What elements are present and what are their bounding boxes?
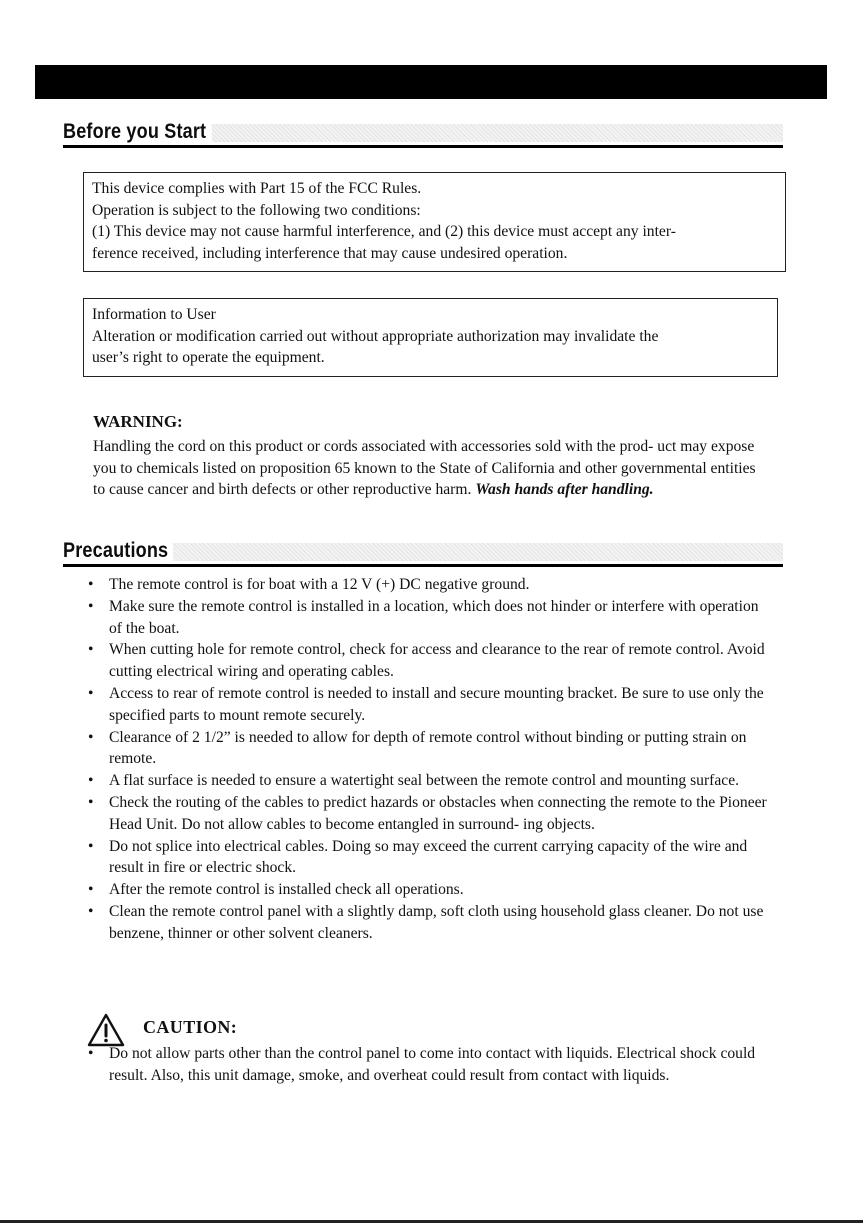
section-header-precautions — [63, 539, 783, 569]
info-line: user’s right to operate the equipment. — [92, 349, 325, 366]
fcc-line: ference received, including interference that may cause undesired operation. — [92, 244, 568, 262]
caution-list — [88, 1043, 768, 1087]
info-line: Information to User — [92, 306, 216, 323]
fcc-line: Operation is subject to the following two conditions: — [92, 201, 421, 219]
list-item: • Make sure the remote control is installed in a location, which does not hinder or interfere with operation of the boat. — [88, 596, 768, 640]
header-bar — [35, 65, 827, 99]
section-title: Precautions — [63, 539, 173, 563]
list-item: • Do not allow parts other than the control panel to come into contact with liquids. Electrical shock could result. Also, this unit damage, smoke, and overheat could result from contact with liquids. — [88, 1043, 768, 1087]
list-item: • Check the routing of the cables to predict hazards or obstacles when connecting the remote to the Pioneer Head Unit. Do not allow cables to become entangled in surround- ing objects. — [88, 792, 768, 836]
precautions-list — [88, 574, 768, 945]
list-item: • Clearance of 2 1/2” is needed to allow for depth of remote control without binding or putting strain on remote. — [88, 727, 768, 771]
warning-text — [93, 436, 763, 501]
section-rule — [63, 564, 783, 567]
fcc-notice-box — [83, 172, 786, 272]
info-line: Alteration or modification carried out without appropriate authorization may invalidate the — [92, 327, 659, 345]
warning-body: Handling the cord on this product or cords associated with accessories sold with the prod- uct may expose you to chemicals listed on proposition 65 known to the State of California and other governmental entities to cause cancer and birth defects or other reproductive harm. — [93, 438, 756, 498]
fcc-line: (1) This device may not cause harmful interference, and (2) this device must accept any inter- — [92, 223, 676, 240]
list-item: • The remote control is for boat with a 12 V (+) DC negative ground. — [88, 574, 768, 596]
section-header-before-you-start — [63, 120, 783, 150]
list-item: • After the remote control is installed check all operations. — [88, 879, 768, 901]
list-item: • Access to rear of remote control is needed to install and secure mounting bracket. Be sure to use only the specified parts to mount remote securely. — [88, 683, 768, 727]
user-info-box — [83, 298, 778, 377]
fcc-line: This device complies with Part 15 of the FCC Rules. — [92, 180, 422, 197]
list-item: • A flat surface is needed to ensure a watertight seal between the remote control and mounting surface. — [88, 770, 768, 792]
warning-title: WARNING: — [93, 412, 183, 431]
warning-emphasis: Wash hands after handling. — [475, 481, 654, 498]
caution-title: CAUTION: — [143, 1017, 238, 1037]
section-rule — [63, 145, 783, 148]
section-title: Before you Start — [63, 120, 211, 144]
list-item: • Do not splice into electrical cables. Doing so may exceed the current carrying capacity of the wire and result in fire or electric shock. — [88, 836, 768, 880]
list-item: • Clean the remote control panel with a slightly damp, soft cloth using household glass cleaner. Do not use benzene, thinner or other solvent cleaners. — [88, 901, 768, 945]
list-item: • When cutting hole for remote control, check for access and clearance to the rear of remote control. Avoid cutting electrical wiring and operating cables. — [88, 639, 768, 683]
